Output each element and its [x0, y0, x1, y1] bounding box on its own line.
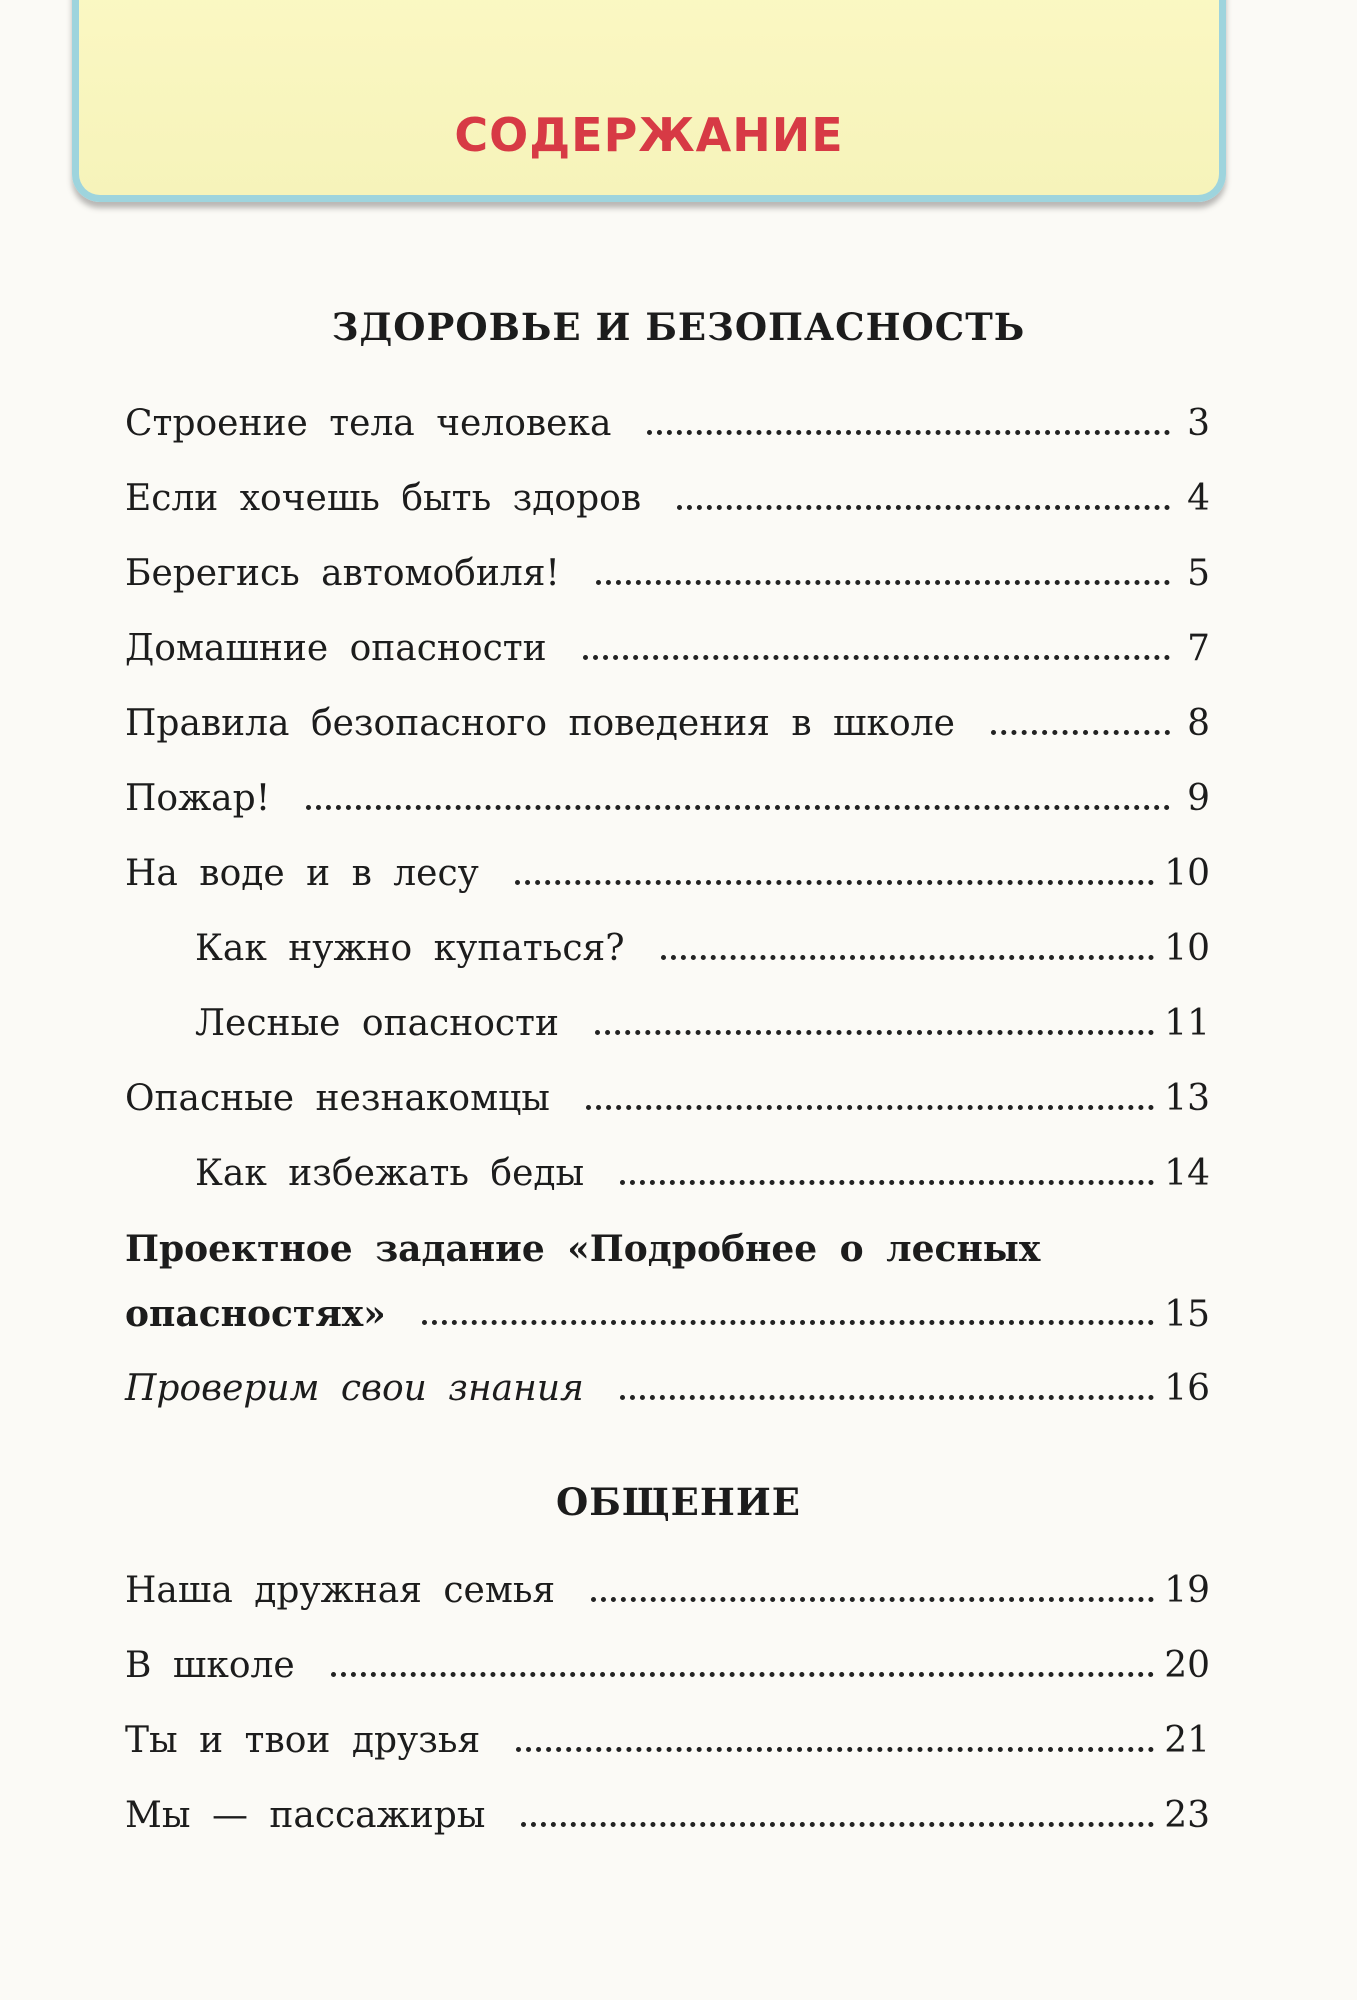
toc-entry-page: 10: [1164, 853, 1210, 894]
toc-entry-page: 3: [1187, 403, 1210, 444]
toc-entry[interactable]: [125, 550, 1210, 598]
toc-entry[interactable]: [125, 1642, 1210, 1690]
toc-entry[interactable]: [125, 700, 1210, 748]
toc-entry-page: 11: [1164, 1003, 1210, 1044]
toc-entry[interactable]: [125, 1792, 1210, 1840]
toc-entry-title: опасностях»: [125, 1293, 386, 1335]
toc-entry-page: 8: [1187, 703, 1210, 744]
toc-leader-dots: [586, 1105, 1154, 1110]
header-banner: [72, 0, 1226, 202]
toc-leader-dots: [620, 1395, 1154, 1400]
section-heading-health: ЗДОРОВЬЕ И БЕЗОПАСНОСТЬ: [331, 305, 1026, 349]
toc-entry-title: Наша дружная семья: [125, 1570, 556, 1611]
toc-entry-title: Домашние опасности: [125, 628, 547, 669]
toc-leader-dots: [306, 805, 1170, 810]
toc-leader-dots: [591, 1597, 1154, 1602]
toc-entry[interactable]: [125, 850, 1210, 898]
toc-entry-title: Если хочешь быть здоров: [125, 478, 642, 519]
toc-entry-title: Как избежать беды: [195, 1153, 585, 1194]
toc-entry-page: 5: [1187, 553, 1210, 594]
toc-entry[interactable]: [125, 400, 1210, 448]
toc-entry-page: 16: [1164, 1368, 1210, 1409]
toc-entry-page: 4: [1187, 478, 1210, 519]
toc-leader-dots: [677, 505, 1170, 510]
toc-leader-dots: [595, 1030, 1154, 1035]
toc-entry-page: 15: [1164, 1294, 1210, 1335]
toc-leader-dots: [991, 730, 1170, 735]
toc-leader-dots: [516, 1747, 1154, 1752]
toc-entry-title: В школе: [125, 1645, 295, 1686]
toc-entry-title: Мы — пассажиры: [125, 1795, 486, 1836]
toc-entry-title: На воде и в лесу: [125, 853, 479, 894]
section-heading-communication: ОБЩЕНИЕ: [555, 1480, 801, 1524]
toc-entry[interactable]: [125, 475, 1210, 523]
toc-entry-page: 14: [1164, 1153, 1210, 1194]
toc-entry-page: 23: [1164, 1795, 1210, 1836]
toc-entry-title: Ты и твои друзья: [125, 1720, 481, 1761]
toc-entry-page: 20: [1164, 1645, 1210, 1686]
toc-entry-title: Строение тела человека: [125, 403, 612, 444]
toc-entry-page: 7: [1187, 628, 1210, 669]
toc-leader-dots: [583, 655, 1170, 660]
toc-leader-dots: [596, 580, 1170, 585]
toc-entry-title: Как нужно купаться?: [195, 928, 625, 969]
toc-leader-dots: [331, 1672, 1154, 1677]
toc-entry[interactable]: [125, 775, 1210, 823]
toc-leader-dots: [620, 1180, 1154, 1185]
toc-entry[interactable]: [125, 625, 1210, 673]
toc-entry-review[interactable]: [125, 1365, 1210, 1413]
toc-entry-page: 13: [1164, 1078, 1210, 1119]
toc-subentry[interactable]: [195, 1150, 1210, 1198]
toc-entry-page: 10: [1164, 928, 1210, 969]
toc-entry-title: Правила безопасного поведения в школе: [125, 703, 955, 744]
toc-entry-title: Берегись автомобиля!: [125, 553, 560, 594]
toc-entry[interactable]: [125, 1567, 1210, 1615]
toc-subentry[interactable]: [195, 1000, 1210, 1048]
toc-entry-title: Лесные опасности: [195, 1003, 559, 1044]
toc-leader-dots: [647, 430, 1170, 435]
toc-entry[interactable]: [125, 1075, 1210, 1123]
toc-entry-title: Проверим свои знания: [125, 1368, 584, 1409]
toc-entry-page: 19: [1164, 1570, 1210, 1611]
toc-entry-page: 21: [1164, 1720, 1210, 1761]
toc-entry-project[interactable]: [125, 1290, 1210, 1338]
toc-leader-dots: [422, 1320, 1154, 1325]
page-title: СОДЕРЖАНИЕ: [454, 108, 844, 162]
toc-entry-title: Опасные незнакомцы: [125, 1078, 550, 1119]
toc-leader-dots: [515, 880, 1154, 885]
toc-entry[interactable]: [125, 1717, 1210, 1765]
toc-subentry[interactable]: [195, 925, 1210, 973]
toc-entry-page: 9: [1187, 778, 1210, 819]
toc-entry-title: Пожар!: [125, 778, 271, 819]
toc-leader-dots: [661, 955, 1155, 960]
toc-leader-dots: [521, 1822, 1154, 1827]
toc-project-title-line1[interactable]: Проектное задание «Подробнее о лесных: [125, 1228, 1041, 1270]
